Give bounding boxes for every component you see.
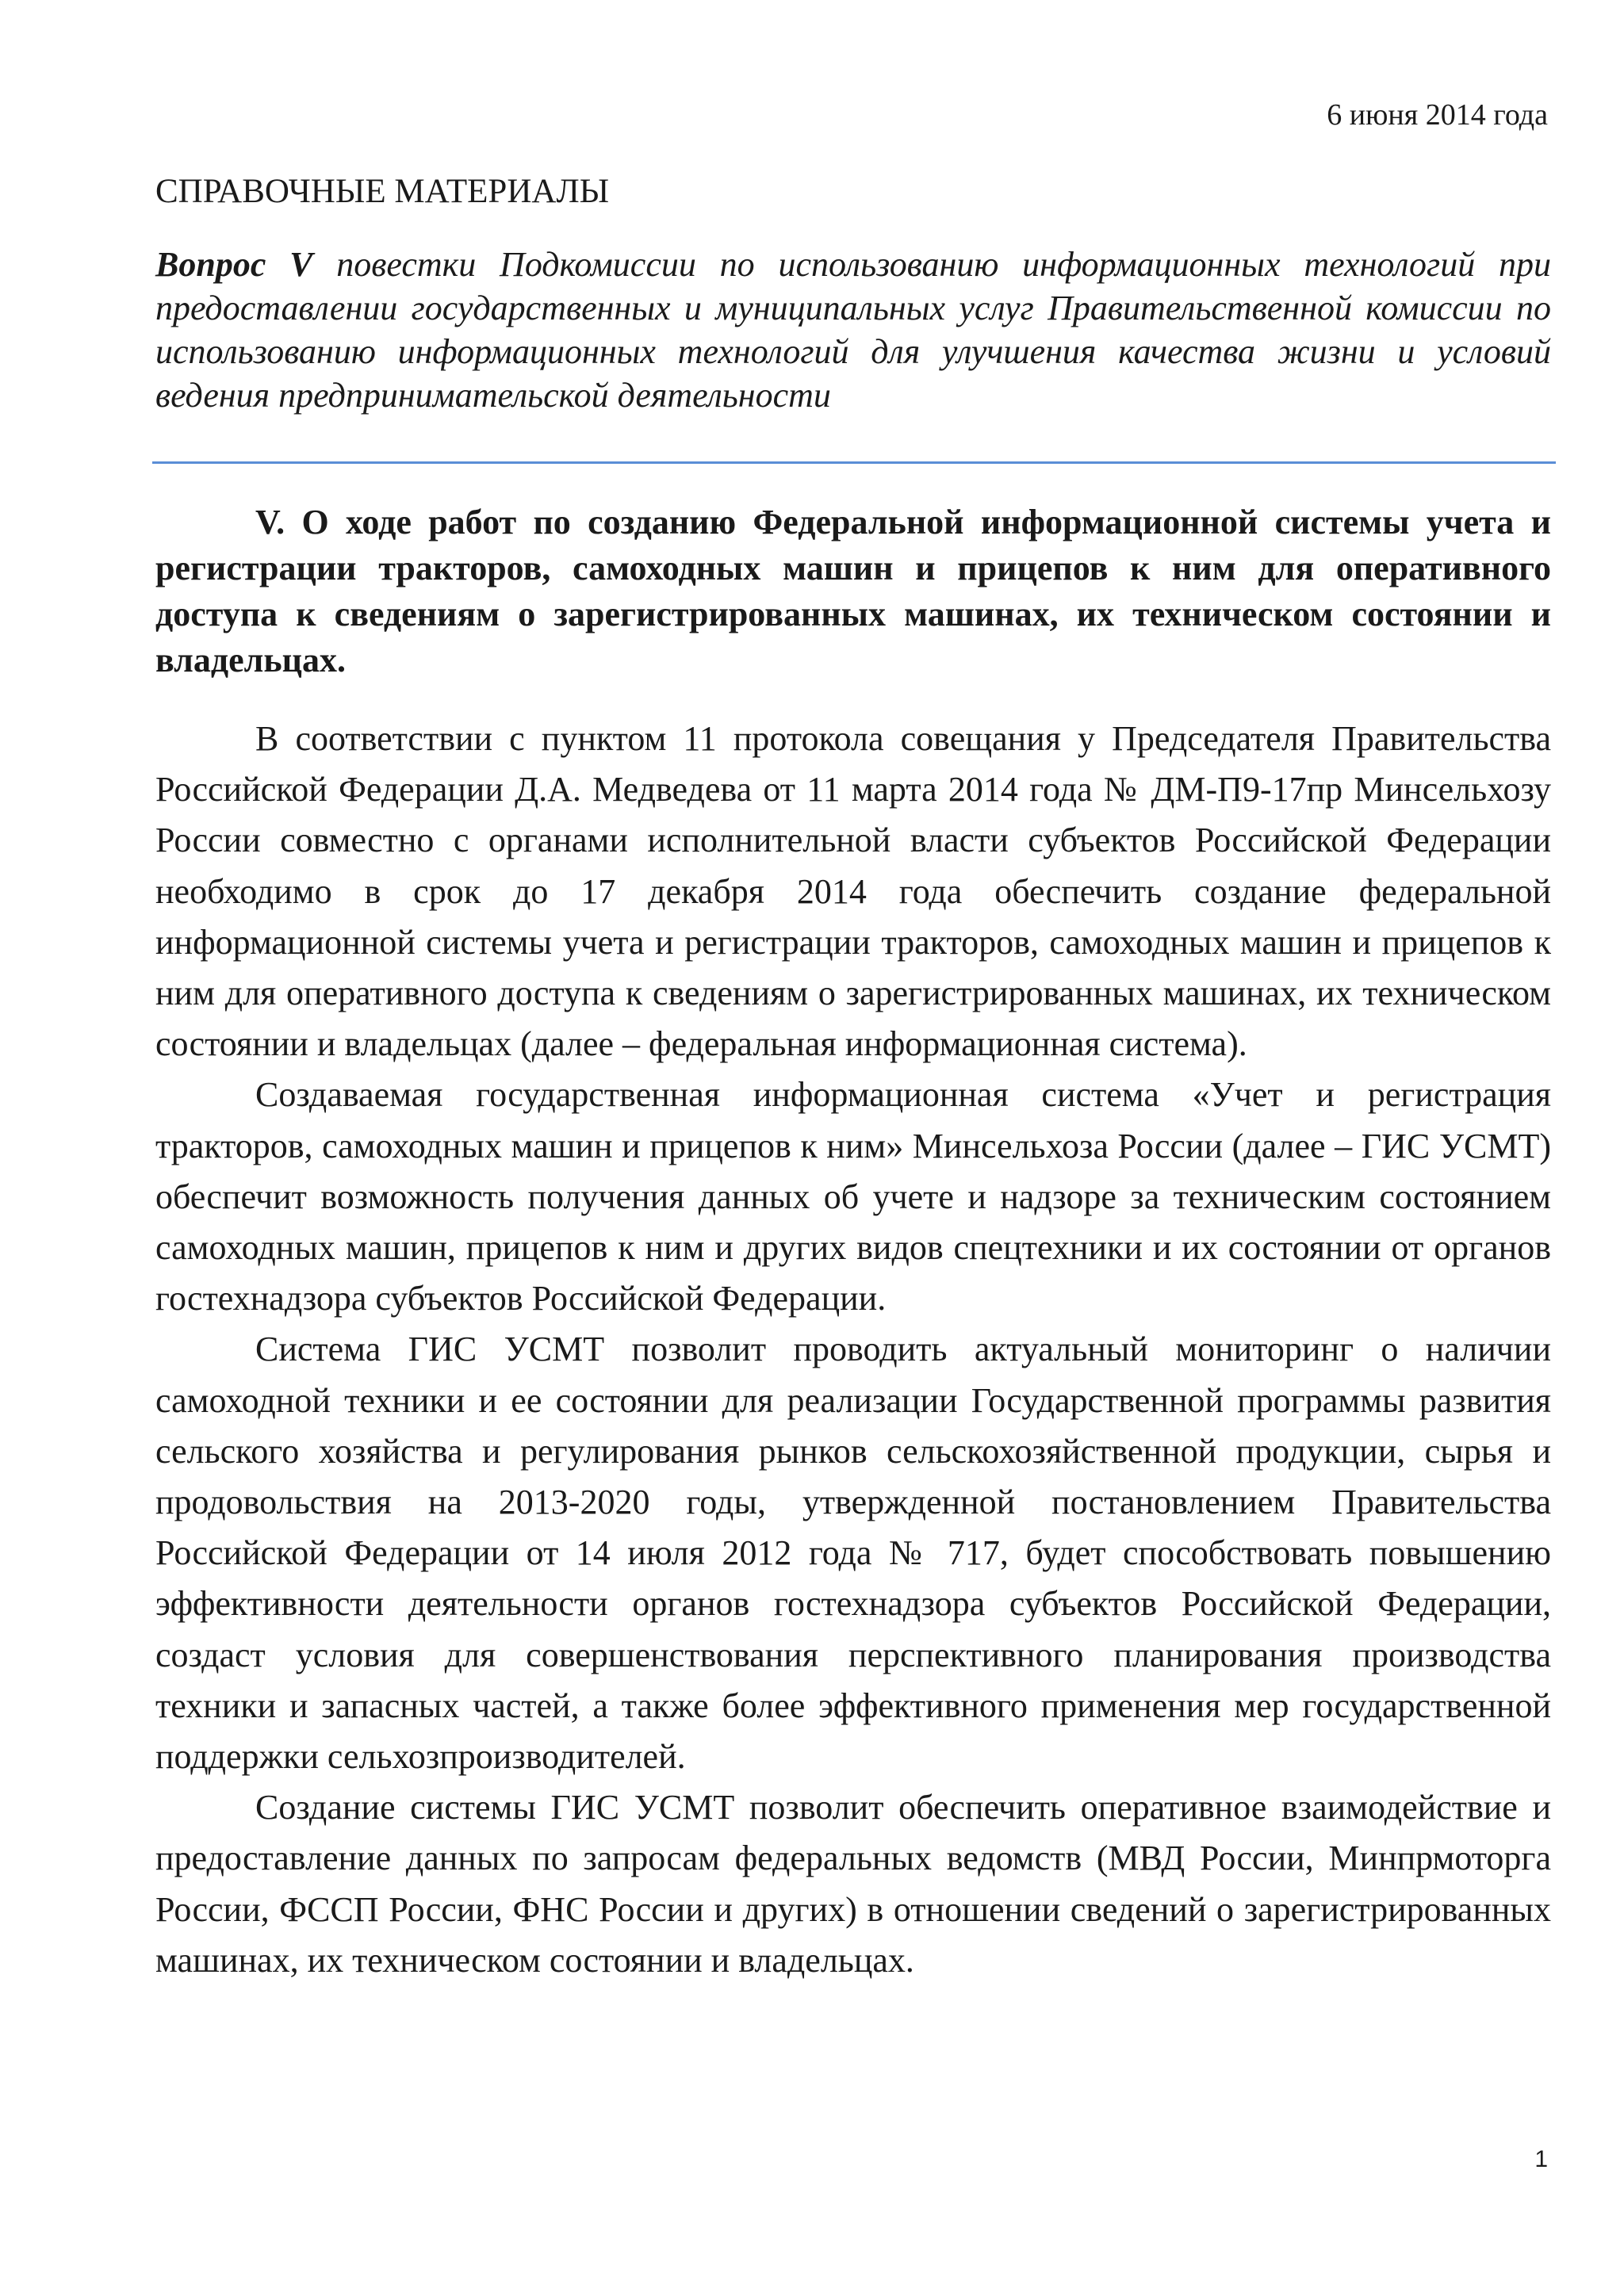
agenda-text: повестки Подкомиссии по использованию информационных технологий при предоставлении государственных и муниципальных услуг Правительственной комиссии по использованию информационных технологий для улучшения качества жизни и условий ведения предпринимательской деятельности <box>155 245 1551 415</box>
page-number: 1 <box>1534 2146 1548 2172</box>
paragraph: Создание системы ГИС УСМТ позволит обеспечить оперативное взаимодействие и предоставление данных по запросам федеральных ведомств (МВД России, Минпрмоторга России, ФССП России, ФНС России и других) в отношении сведений о зарегистрированных машинах, их техническом состоянии и владельцах. <box>155 1788 1551 1980</box>
paragraph: Создаваемая государственная информационная система «Учет и регистрация тракторов, самоходных машин и прицепов к ним» Минсельхоза России (далее – ГИС УСМТ) обеспечит возможность получения данных об учете и надзоре за техническим состоянием самоходных машин, прицепов к ним и других видов спецтехники и их состоянии от органов гостехнадзора субъектов Российской Федерации. <box>155 1075 1551 1318</box>
document-heading: СПРАВОЧНЫЕ МАТЕРИАЛЫ <box>155 173 610 210</box>
section-title: V. О ходе работ по созданию Федеральной информационной системы учета и регистрации тракторов, самоходных машин и прицепов к ним для оперативного доступа к сведениям о зарегистрированных машинах, их техническом состоянии и владельцах. <box>155 503 1551 679</box>
document-date: 6 июня 2014 года <box>1327 98 1548 132</box>
paragraph: Система ГИС УСМТ позволит проводить актуальный мониторинг о наличии самоходной техники и ее состоянии для реализации Государственной программы развития сельского хозяйства и регулирования рынков сельскохозяйственной продукции, сырья и продовольствия на 2013-2020 годы, утвержденной постановлением Правительства Российской Федерации от 14 июля 2012 года № 717, будет способствовать повышению эффективности деятельности органов гостехнадзора субъектов Российской Федерации, создаст условия для совершенствования перспективного планирования производства техники и запасных частей, а также более эффективного применения мер государственной поддержки сельхозпроизводителей. <box>155 1330 1551 1777</box>
paragraph: В соответствии с пунктом 11 протокола совещания у Председателя Правительства Российской Федерации Д.А. Медведева от 11 марта 2014 года № ДМ-П9-17пр Минсельхозу России совместно с органами исполнительной власти субъектов Российской Федерации необходимо в срок до 17 декабря 2014 года обеспечить создание федеральной информационной системы учета и регистрации тракторов, самоходных машин и прицепов к ним для оперативного доступа к сведениям о зарегистрированных машинах, их техническом состоянии и владельцах (далее – федеральная информационная система). <box>155 719 1551 1064</box>
body-text <box>155 714 1551 1986</box>
agenda-description <box>155 243 1551 417</box>
agenda-label: Вопрос V <box>155 245 313 284</box>
section-divider <box>152 461 1556 464</box>
